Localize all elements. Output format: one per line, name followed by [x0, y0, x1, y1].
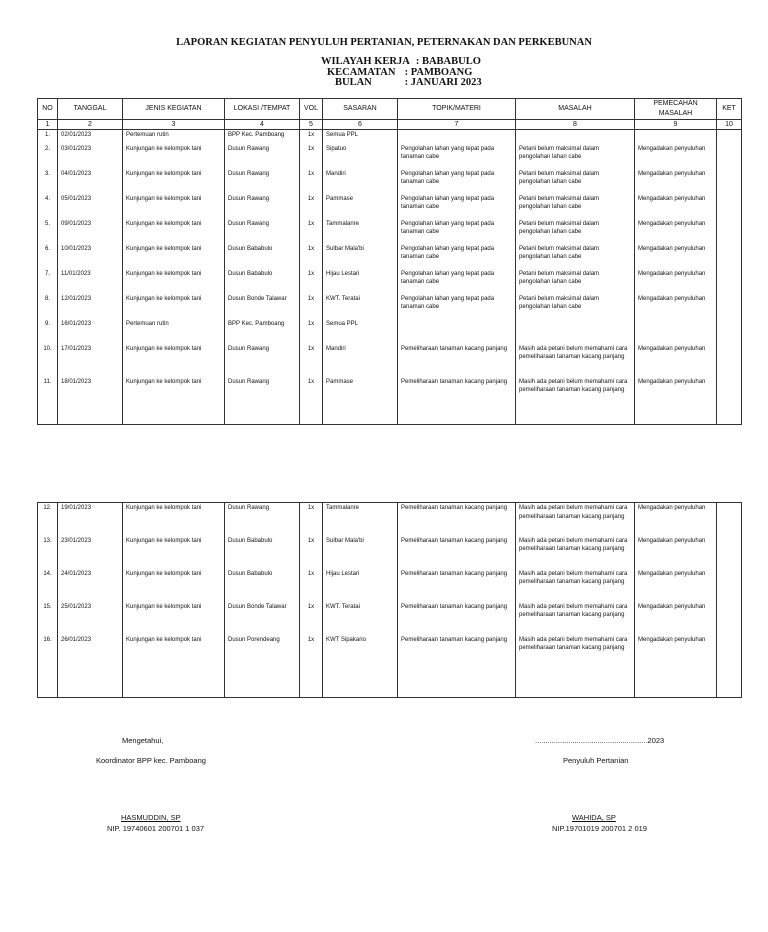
location-cell: Dusun Bonde Talawar: [225, 294, 300, 319]
location-cell: Dusun Bababulo: [225, 569, 300, 602]
volume-cell: 1x: [300, 194, 323, 219]
target-cell: Sulbar Mala'bi: [323, 244, 398, 269]
solution-cell: Mengadakan penyuluhan: [635, 569, 717, 602]
note-cell: [717, 635, 742, 668]
row-number: 16.: [38, 635, 58, 668]
target-cell: Hijau Lestari: [323, 569, 398, 602]
location-cell: Dusun Bonde Talawar: [225, 602, 300, 635]
activity-cell: Kunjungan ke kelompok tani: [123, 569, 225, 602]
column-header: LOKASI /TEMPAT: [225, 99, 300, 120]
target-cell: Sulbar Mala'bi: [323, 536, 398, 569]
date-cell: 12/01/2023: [58, 294, 123, 319]
volume-cell: 1x: [300, 536, 323, 569]
problem-cell: Petani belum maksimal dalam pengolahan lahan cabe: [516, 244, 635, 269]
date-cell: 04/01/2023: [58, 169, 123, 194]
info-separator: :: [404, 67, 409, 78]
info-separator: :: [415, 56, 420, 67]
note-cell: [717, 602, 742, 635]
location-cell: BPP Kec. Pamboang: [225, 319, 300, 344]
volume-cell: 1x: [300, 244, 323, 269]
activity-cell: Kunjungan ke kelompok tani: [123, 269, 225, 294]
location-cell: Dusun Rawang: [225, 144, 300, 169]
topic-cell: Pemeliharaan tanaman kacang panjang: [398, 377, 516, 410]
problem-cell: Petani belum maksimal dalam pengolahan lahan cabe: [516, 294, 635, 319]
activity-table-page1: [37, 98, 742, 425]
target-cell: Semua PPL: [323, 130, 398, 144]
note-cell: [717, 219, 742, 244]
note-cell: [717, 319, 742, 344]
problem-cell: Petani belum maksimal dalam pengolahan lahan cabe: [516, 169, 635, 194]
location-cell: Dusun Rawang: [225, 344, 300, 377]
table-row: [38, 319, 742, 344]
volume-cell: 1x: [300, 294, 323, 319]
volume-cell: 1x: [300, 219, 323, 244]
row-number: 13.: [38, 536, 58, 569]
activity-cell: Kunjungan ke kelompok tani: [123, 194, 225, 219]
column-header: VOL: [300, 99, 323, 120]
location-cell: BPP Kec. Pamboang: [225, 130, 300, 144]
table-filler-row: [38, 668, 742, 698]
table-filler-row: [38, 410, 742, 425]
target-cell: Tammalanre: [323, 219, 398, 244]
empty-cell: [717, 668, 742, 698]
column-number: 7: [398, 120, 516, 130]
column-header: SASARAN: [323, 99, 398, 120]
problem-cell: Masih ada petani belum memahami cara pemeliharaan tanaman kacang panjang: [516, 344, 635, 377]
sign-right-date: ......................................................2023: [535, 736, 665, 745]
table-row: [38, 130, 742, 144]
volume-cell: 1x: [300, 377, 323, 410]
location-cell: Dusun Bababulo: [225, 536, 300, 569]
table-row: [38, 344, 742, 377]
problem-cell: Masih ada petani belum memahami cara pemeliharaan tanaman kacang panjang: [516, 602, 635, 635]
column-number: 10: [717, 120, 742, 130]
activity-cell: Kunjungan ke kelompok tani: [123, 219, 225, 244]
activity-cell: Pertemuan rutin: [123, 319, 225, 344]
date-cell: 19/01/2023: [58, 503, 123, 536]
info-value: JANUARI 2023: [410, 77, 482, 88]
activity-cell: Kunjungan ke kelompok tani: [123, 169, 225, 194]
target-cell: Mandiri: [323, 169, 398, 194]
note-cell: [717, 569, 742, 602]
target-cell: KWT. Teratai: [323, 602, 398, 635]
table-header-row: [38, 99, 742, 120]
empty-cell: [398, 668, 516, 698]
problem-cell: Petani belum maksimal dalam pengolahan lahan cabe: [516, 219, 635, 244]
empty-cell: [323, 410, 398, 425]
solution-cell: Mengadakan penyuluhan: [635, 602, 717, 635]
report-title: LAPORAN KEGIATAN PENYULUH PERTANIAN, PETERNAKAN DAN PERKEBUNAN: [176, 37, 592, 48]
volume-cell: 1x: [300, 130, 323, 144]
empty-cell: [58, 410, 123, 425]
problem-cell: Masih ada petani belum memahami cara pemeliharaan tanaman kacang panjang: [516, 536, 635, 569]
row-number: 5.: [38, 219, 58, 244]
target-cell: Mandiri: [323, 344, 398, 377]
location-cell: Dusun Rawang: [225, 219, 300, 244]
info-row-wilayah: [321, 56, 481, 67]
empty-cell: [38, 668, 58, 698]
note-cell: [717, 130, 742, 144]
column-header: TANGGAL: [58, 99, 123, 120]
column-number: 5: [300, 120, 323, 130]
date-cell: 10/01/2023: [58, 244, 123, 269]
empty-cell: [38, 410, 58, 425]
solution-cell: Mengadakan penyuluhan: [635, 294, 717, 319]
note-cell: [717, 503, 742, 536]
note-cell: [717, 244, 742, 269]
location-cell: Dusun Bababulo: [225, 244, 300, 269]
note-cell: [717, 344, 742, 377]
solution-cell: Mengadakan penyuluhan: [635, 244, 717, 269]
note-cell: [717, 169, 742, 194]
note-cell: [717, 377, 742, 410]
note-cell: [717, 144, 742, 169]
note-cell: [717, 536, 742, 569]
empty-cell: [300, 410, 323, 425]
solution-cell: [635, 319, 717, 344]
solution-cell: Mengadakan penyuluhan: [635, 219, 717, 244]
activity-cell: Pertemuan rutin: [123, 130, 225, 144]
volume-cell: 1x: [300, 344, 323, 377]
empty-cell: [225, 668, 300, 698]
location-cell: Dusun Rawang: [225, 194, 300, 219]
activity-cell: Kunjungan ke kelompok tani: [123, 344, 225, 377]
note-cell: [717, 194, 742, 219]
empty-cell: [123, 668, 225, 698]
table-row: [38, 144, 742, 169]
row-number: 4.: [38, 194, 58, 219]
sign-right-name: WAHIDA, SP: [572, 813, 616, 822]
info-value: PAMBOANG: [410, 67, 473, 78]
row-number: 14.: [38, 569, 58, 602]
row-number: 12.: [38, 503, 58, 536]
date-cell: 18/01/2023: [58, 377, 123, 410]
problem-cell: [516, 130, 635, 144]
topic-cell: [398, 319, 516, 344]
volume-cell: 1x: [300, 569, 323, 602]
column-header: PEMECAHAN MASALAH: [635, 99, 717, 120]
column-number: 8: [516, 120, 635, 130]
solution-cell: Mengadakan penyuluhan: [635, 169, 717, 194]
info-value: BABABULO: [421, 56, 481, 67]
sign-left-role: Koordinator BPP kec. Pamboang: [96, 756, 206, 765]
solution-cell: Mengadakan penyuluhan: [635, 377, 717, 410]
date-cell: 25/01/2023: [58, 602, 123, 635]
table-row: [38, 244, 742, 269]
activity-cell: Kunjungan ke kelompok tani: [123, 144, 225, 169]
table-row: [38, 294, 742, 319]
sign-right-nip: NIP.19701019 200701 2 019: [552, 824, 647, 833]
table-row: [38, 635, 742, 668]
date-cell: 16/01/2023: [58, 319, 123, 344]
info-separator: :: [404, 77, 409, 88]
empty-cell: [225, 410, 300, 425]
date-cell: 11/01/2023: [58, 269, 123, 294]
solution-cell: Mengadakan penyuluhan: [635, 194, 717, 219]
column-number: 3: [123, 120, 225, 130]
target-cell: KWT Sipakario: [323, 635, 398, 668]
problem-cell: Petani belum maksimal dalam pengolahan lahan cabe: [516, 144, 635, 169]
empty-cell: [516, 410, 635, 425]
problem-cell: [516, 319, 635, 344]
problem-cell: Masih ada petani belum memahami cara pemeliharaan tanaman kacang panjang: [516, 635, 635, 668]
topic-cell: Pemeliharaan tanaman kacang panjang: [398, 344, 516, 377]
column-header: KET: [717, 99, 742, 120]
empty-cell: [635, 668, 717, 698]
info-label: BULAN: [335, 77, 372, 88]
topic-cell: Pemeliharaan tanaman kacang panjang: [398, 503, 516, 536]
table-row: [38, 536, 742, 569]
sign-right-role: Penyuluh Pertanian: [563, 756, 629, 765]
empty-cell: [58, 668, 123, 698]
column-number: 4: [225, 120, 300, 130]
activity-cell: Kunjungan ke kelompok tani: [123, 503, 225, 536]
note-cell: [717, 294, 742, 319]
topic-cell: Pemeliharaan tanaman kacang panjang: [398, 569, 516, 602]
topic-cell: Pengolahan lahan yang tepat pada tanaman cabe: [398, 194, 516, 219]
column-header: NO: [38, 99, 58, 120]
sign-left-nip: NIP. 19740601 200701 1 037: [107, 824, 205, 833]
column-number: 1: [38, 120, 58, 130]
date-cell: 17/01/2023: [58, 344, 123, 377]
topic-cell: Pengolahan lahan yang tepat pada tanaman cabe: [398, 169, 516, 194]
volume-cell: 1x: [300, 319, 323, 344]
volume-cell: 1x: [300, 169, 323, 194]
target-cell: Pammase: [323, 377, 398, 410]
empty-cell: [516, 668, 635, 698]
solution-cell: Mengadakan penyuluhan: [635, 635, 717, 668]
empty-cell: [717, 410, 742, 425]
row-number: 10.: [38, 344, 58, 377]
row-number: 15.: [38, 602, 58, 635]
info-row-bulan: [335, 77, 482, 88]
solution-cell: Mengadakan penyuluhan: [635, 144, 717, 169]
column-header: MASALAH: [516, 99, 635, 120]
row-number: 3.: [38, 169, 58, 194]
topic-cell: Pengolahan lahan yang tepat pada tanaman cabe: [398, 294, 516, 319]
sign-left-name: HASMUDDIN, SP: [121, 813, 181, 822]
date-cell: 09/01/2023: [58, 219, 123, 244]
row-number: 2.: [38, 144, 58, 169]
target-cell: Pammase: [323, 194, 398, 219]
date-cell: 26/01/2023: [58, 635, 123, 668]
solution-cell: [635, 130, 717, 144]
volume-cell: 1x: [300, 602, 323, 635]
empty-cell: [398, 410, 516, 425]
note-cell: [717, 269, 742, 294]
date-cell: 24/01/2023: [58, 569, 123, 602]
empty-cell: [635, 410, 717, 425]
empty-cell: [323, 668, 398, 698]
target-cell: Semua PPL: [323, 319, 398, 344]
volume-cell: 1x: [300, 635, 323, 668]
row-number: 1.: [38, 130, 58, 144]
date-cell: 02/01/2023: [58, 130, 123, 144]
date-cell: 03/01/2023: [58, 144, 123, 169]
activity-cell: Kunjungan ke kelompok tani: [123, 294, 225, 319]
volume-cell: 1x: [300, 269, 323, 294]
column-number: 2: [58, 120, 123, 130]
solution-cell: Mengadakan penyuluhan: [635, 269, 717, 294]
activity-cell: Kunjungan ke kelompok tani: [123, 536, 225, 569]
topic-cell: Pengolahan lahan yang tepat pada tanaman cabe: [398, 244, 516, 269]
topic-cell: Pemeliharaan tanaman kacang panjang: [398, 536, 516, 569]
target-cell: Hijau Lestari: [323, 269, 398, 294]
activity-cell: Kunjungan ke kelompok tani: [123, 602, 225, 635]
problem-cell: Masih ada petani belum memahami cara pemeliharaan tanaman kacang panjang: [516, 569, 635, 602]
topic-cell: Pemeliharaan tanaman kacang panjang: [398, 635, 516, 668]
sign-left-greeting: Mengetahui,: [122, 736, 164, 745]
row-number: 8.: [38, 294, 58, 319]
location-cell: Dusun Bababulo: [225, 269, 300, 294]
table-row: [38, 602, 742, 635]
activity-cell: Kunjungan ke kelompok tani: [123, 635, 225, 668]
volume-cell: 1x: [300, 144, 323, 169]
column-header: TOPIK/MATERI: [398, 99, 516, 120]
column-number: 9: [635, 120, 717, 130]
table-row: [38, 377, 742, 410]
row-number: 11.: [38, 377, 58, 410]
info-label: KECAMATAN: [327, 67, 396, 78]
row-number: 9.: [38, 319, 58, 344]
row-number: 7.: [38, 269, 58, 294]
location-cell: Dusun Rawang: [225, 169, 300, 194]
topic-cell: Pengolahan lahan yang tepat pada tanaman cabe: [398, 219, 516, 244]
location-cell: Dusun Rawang: [225, 377, 300, 410]
problem-cell: Masih ada petani belum memahami cara pemeliharaan tanaman kacang panjang: [516, 377, 635, 410]
info-label: WILAYAH KERJA: [321, 56, 410, 67]
topic-cell: Pemeliharaan tanaman kacang panjang: [398, 602, 516, 635]
location-cell: Dusun Porendeang: [225, 635, 300, 668]
solution-cell: Mengadakan penyuluhan: [635, 344, 717, 377]
problem-cell: Petani belum maksimal dalam pengolahan lahan cabe: [516, 194, 635, 219]
problem-cell: Masih ada petani belum memahami cara pemeliharaan tanaman kacang panjang: [516, 503, 635, 536]
solution-cell: Mengadakan penyuluhan: [635, 503, 717, 536]
column-number: 6: [323, 120, 398, 130]
table-row: [38, 219, 742, 244]
problem-cell: Petani belum maksimal dalam pengolahan lahan cabe: [516, 269, 635, 294]
activity-cell: Kunjungan ke kelompok tani: [123, 377, 225, 410]
table-row: [38, 269, 742, 294]
date-cell: 23/01/2023: [58, 536, 123, 569]
row-number: 6.: [38, 244, 58, 269]
activity-cell: Kunjungan ke kelompok tani: [123, 244, 225, 269]
topic-cell: Pengolahan lahan yang tepat pada tanaman cabe: [398, 269, 516, 294]
date-cell: 05/01/2023: [58, 194, 123, 219]
table-row: [38, 194, 742, 219]
table-row: [38, 503, 742, 536]
location-cell: Dusun Rawang: [225, 503, 300, 536]
empty-cell: [300, 668, 323, 698]
column-number-row: [38, 120, 742, 130]
activity-table-page2: [37, 502, 742, 698]
table-row: [38, 169, 742, 194]
target-cell: Tammalanre: [323, 503, 398, 536]
empty-cell: [123, 410, 225, 425]
solution-cell: Mengadakan penyuluhan: [635, 536, 717, 569]
target-cell: Sipatuo: [323, 144, 398, 169]
volume-cell: 1x: [300, 503, 323, 536]
target-cell: KWT. Teratai: [323, 294, 398, 319]
topic-cell: Pengolahan lahan yang tepat pada tanaman cabe: [398, 144, 516, 169]
column-header: JENIS KEGIATAN: [123, 99, 225, 120]
topic-cell: [398, 130, 516, 144]
table-row: [38, 569, 742, 602]
